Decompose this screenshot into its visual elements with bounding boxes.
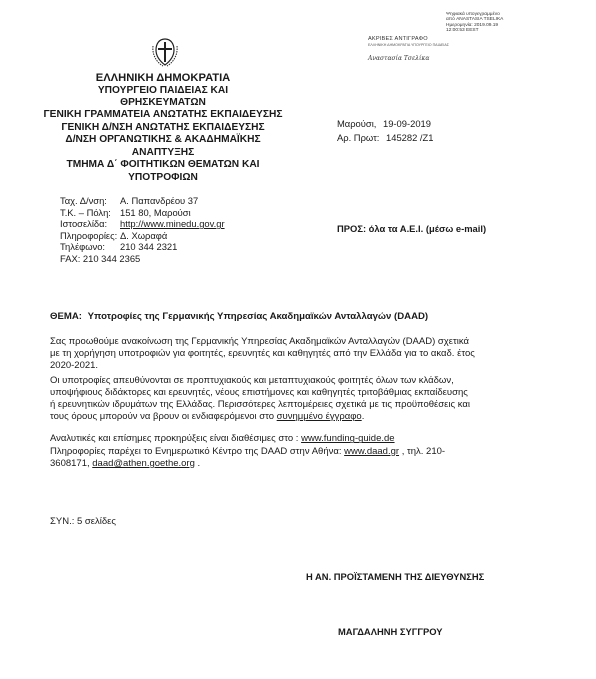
body-line: Οι υποτροφίες απευθύνονται σε προπτυχιακούς και μεταπτυχιακούς φοιτητές όλων των κλάδων, bbox=[50, 374, 454, 386]
fax-value: FAX: 210 344 2365 bbox=[60, 252, 141, 264]
body-text: Πληροφορίες παρέχει το Ενημερωτικό Κέντρο της DAAD στην Αθήνα: bbox=[50, 445, 342, 457]
certified-copy-stamp bbox=[368, 36, 468, 62]
body-line: με τη χορήγηση υποτροφιών για φοιτητές, ερευνητές και καθηγητές από την Ελλάδα για το ακαδ. έτος bbox=[50, 348, 475, 360]
subject-label: ΘΕΜΑ: bbox=[50, 311, 82, 322]
daad-email-link[interactable]: daad@athen.goethe.org bbox=[92, 457, 195, 469]
department-line: Δ/ΝΣΗ ΟΡΓΑΝΩΤΙΚΗΣ & ΑΚΑΔΗΜΑΪΚΗΣ bbox=[65, 134, 261, 145]
department-line: ΥΠΟΤΡΟΦΙΩΝ bbox=[128, 171, 198, 183]
phone-label: Τηλέφωνο: bbox=[60, 241, 106, 253]
attachments-count: ΣΥΝ.: 5 σελίδες bbox=[50, 516, 116, 527]
body-text: , τηλ. 210- bbox=[401, 445, 446, 457]
reference-value: 145282 /Ζ1 bbox=[386, 131, 434, 143]
subject-text: Υποτροφίες της Γερμανικής Υπηρεσίας Ακαδημαϊκών Ανταλλαγών (DAAD) bbox=[87, 311, 429, 322]
daad-website-link[interactable]: www.daad.gr bbox=[344, 445, 400, 457]
digital-signature-line: Ψηφιακά υπογεγραμμένο bbox=[446, 12, 500, 17]
paragraph-1 bbox=[50, 336, 550, 373]
department-block bbox=[38, 109, 288, 184]
stamp-signature: Αναστασία Τσελίκα bbox=[368, 55, 430, 62]
signatory-name: ΜΑΓΔΑΛΗΝΗ ΣΥΓΓΡΟΥ bbox=[338, 626, 443, 637]
signatory-title: Η ΑΝ. ΠΡΟΪΣΤΑΜΕΝΗ ΤΗΣ ΔΙΕΥΘΥΝΣΗΣ bbox=[306, 571, 485, 582]
letter-body bbox=[50, 336, 550, 470]
digital-signature-line: από ANASTASIA TSELIKA bbox=[446, 17, 504, 23]
department-line: ΑΝΑΠΤΥΞΗΣ bbox=[131, 146, 195, 158]
greek-emblem-icon bbox=[150, 36, 180, 68]
ministry-name: ΥΠΟΥΡΓΕΙΟ ΠΑΙΔΕΙΑΣ ΚΑΙ ΘΡΗΣΚΕΥΜΑΤΩΝ bbox=[97, 84, 229, 108]
attachment-link[interactable]: συνημμένο έγγραφο bbox=[276, 411, 362, 423]
postal-label: Τ.Κ. – Πόλη: bbox=[60, 206, 111, 218]
department-line: ΤΜΗΜΑ Δ΄ ΦΟΙΤΗΤΙΚΩΝ ΘΕΜΑΤΩΝ ΚΑΙ bbox=[66, 159, 260, 170]
digital-signature-line: 12:00:53 EEST bbox=[446, 28, 479, 34]
address-value: Α. Παπανδρέου 37 bbox=[120, 195, 199, 206]
body-line bbox=[50, 458, 550, 470]
department-line: ΓΕΝΙΚΗ Δ/ΝΣΗ ΑΝΩΤΑΤΗΣ ΕΚΠΑΙΔΕΥΣΗΣ bbox=[61, 121, 265, 133]
reference-label: Αρ. Πρωτ: bbox=[337, 131, 380, 143]
postal-value: 151 80, Μαρούσι bbox=[120, 206, 191, 218]
stamp-subtitle: ΕΛΛΗΝΙΚΗ ΔΗΜΟΚΡΑΤΙΑ ΥΠΟΥΡΓΕΙΟ ΠΑΙΔΕΙΑΣ bbox=[368, 43, 449, 47]
body-line bbox=[50, 433, 550, 445]
body-line: 2020-2021. bbox=[50, 360, 99, 372]
address-label: Ταχ. Δ/νση: bbox=[60, 195, 107, 206]
body-text: . bbox=[361, 411, 365, 423]
body-text: 3608171, bbox=[50, 457, 90, 469]
body-line bbox=[50, 446, 550, 458]
body-line: Σας προωθούμε ανακοίνωση της Γερμανικής Υπηρεσίας Ακαδημαϊκών Ανταλλαγών (DAAD) σχετικά bbox=[50, 336, 469, 347]
body-text: . bbox=[197, 457, 201, 469]
funding-guide-link[interactable]: www.funding-guide.de bbox=[301, 433, 395, 445]
info-label: Πληροφορίες: bbox=[60, 229, 118, 241]
country-name: ΕΛΛΗΝΙΚΗ ΔΗΜΟΚΡΑΤΙΑ bbox=[95, 72, 231, 84]
stamp-title: ΑΚΡΙΒΕΣ ΑΝΤΙΓΡΑΦΟ bbox=[368, 36, 428, 42]
body-text: Αναλυτικές και επίσημες προκηρύξεις είναι διαθέσιμες στο : bbox=[50, 433, 299, 445]
letterhead bbox=[58, 72, 268, 110]
date-reference-block bbox=[337, 118, 537, 143]
recipient: ΠΡΟΣ: όλα τα Α.Ε.Ι. (μέσω e-mail) bbox=[337, 223, 487, 234]
digital-signature-note bbox=[446, 12, 586, 34]
department-line: ΓΕΝΙΚΗ ΓΡΑΜΜΑΤΕΙΑ ΑΝΩΤΑΤΗΣ ΕΚΠΑΙΔΕΥΣΗΣ bbox=[43, 109, 283, 120]
paragraph-3 bbox=[50, 433, 550, 470]
paragraph-2 bbox=[50, 375, 550, 424]
body-line: ή ερευνητικών ιδρυμάτων της Ελλάδας. Περισσότερες λεπτομέρειες σχετικά με τις προϋποθέσεις και bbox=[50, 399, 470, 411]
info-value: Δ. Χωραφά bbox=[120, 229, 168, 241]
date-value: 19-09-2019 bbox=[383, 118, 431, 129]
digital-signature-line: Ημερομηνία: 2019.09.19 bbox=[446, 22, 499, 28]
subject-line bbox=[50, 311, 428, 322]
body-text: τους όρους μπορούν να βρουν οι ενδιαφερόμενοι στο bbox=[50, 411, 275, 423]
phone-value: 210 344 2321 bbox=[120, 241, 178, 253]
contact-block bbox=[60, 195, 300, 265]
website-link[interactable]: http://www.minedu.gov.gr bbox=[120, 218, 225, 230]
website-label: Ιστοσελίδα: bbox=[60, 218, 108, 230]
body-line: υποψήφιους διδάκτορες και ερευνητές, νέους επιστήμονες και καθηγητές τριτοβάθμιας εκπαίδευσης bbox=[50, 386, 468, 398]
body-line bbox=[50, 411, 550, 423]
date-label: Μαρούσι, bbox=[337, 118, 377, 129]
